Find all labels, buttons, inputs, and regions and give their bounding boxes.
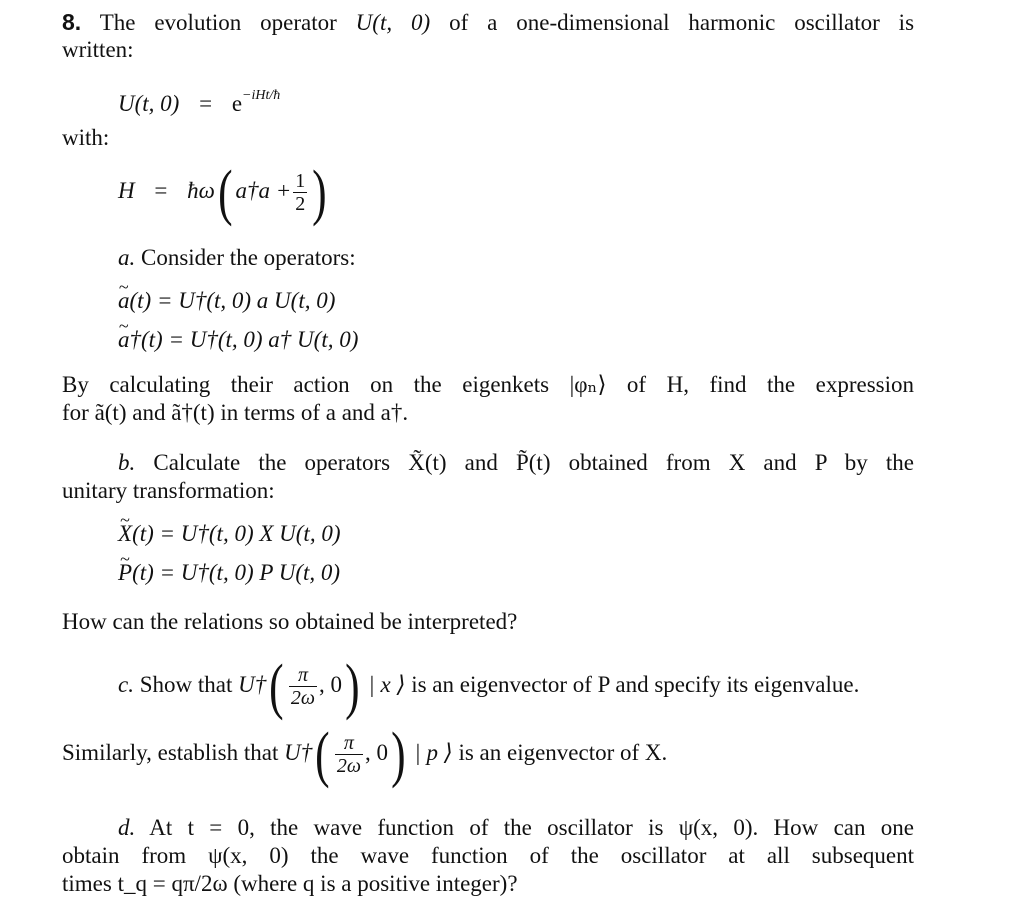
a-tilde-dagger-symbol: ~ a: [118, 326, 130, 354]
eq2-hbar-omega: ħω: [187, 177, 215, 203]
part-c-sim-post: is an eigenvector of X.: [458, 740, 668, 765]
intro-text-3: written:: [62, 37, 134, 62]
part-a-equation-1: [118, 287, 335, 315]
intro-text-2: of a one-dimensional harmonic oscillator is: [449, 10, 915, 35]
intro-operator: U(t, 0): [355, 10, 431, 35]
part-a-text: Consider the operators:: [141, 245, 356, 270]
equation-hamiltonian: H = ħω( a†a + $\frac{1}{2}$ ): [118, 158, 327, 227]
part-c-post: is an eigenvector of P and specify its eigenvalue.: [411, 672, 860, 697]
part-a-question-line-2: for ã(t) and ã†(t) in terms of a and a†.: [62, 400, 409, 425]
part-d-label: d.: [118, 815, 136, 840]
part-c-sim-operator: U†: [284, 740, 313, 765]
part-c-sim-pre: Similarly, establish that: [62, 740, 279, 765]
part-c-denominator: 2ω: [290, 687, 316, 710]
part-d-line-1: [118, 814, 914, 842]
part-b-question: How can the relations so obtained be interpreted?: [62, 609, 518, 634]
part-a-eq2-body: †(t) = U†(t, 0) a† U(t, 0): [129, 327, 359, 352]
part-b-eq1-body: (t) = U†(t, 0) X U(t, 0): [132, 521, 341, 546]
eq1-equals: =: [199, 91, 213, 116]
eq2-equals: =: [154, 177, 168, 203]
eq1-lhs: U(t, 0): [118, 91, 180, 116]
part-d-text-1: At t = 0, the wave function of the oscillator is ψ(x, 0). How can one: [149, 815, 914, 840]
eq2-lhs: H: [118, 177, 135, 203]
p-tilde-symbol: ~ P: [118, 559, 132, 587]
part-b-text: Calculate the operators X̃(t) and P̃(t) obtained from X and P by the: [153, 450, 915, 475]
part-d-line-2: obtain from ψ(x, 0) the wave function of the oscillator at all subsequent: [62, 843, 914, 868]
part-a-label: a.: [118, 245, 136, 270]
problem-intro-line: [62, 8, 914, 37]
part-b-line-2: unitary transformation:: [62, 478, 275, 503]
part-c-operator: U†: [238, 672, 267, 697]
eq1-exponent: −iHt/ħ: [242, 88, 281, 103]
part-d-line-3: times t_q = qπ/2ω (where q is a positive integer)?: [62, 871, 518, 896]
with-label: with:: [62, 125, 110, 150]
part-c-pre: Show that: [139, 672, 233, 697]
part-c-numerator: π: [289, 664, 317, 687]
eq2-numerator: 1: [295, 170, 306, 192]
part-c-ket-x: | x ⟩: [368, 672, 406, 697]
part-a-question-line-1: By calculating their action on the eigenkets |φₙ⟩ of H, find the expression: [62, 372, 914, 397]
a-tilde-symbol: ~ a: [118, 287, 130, 315]
part-b-equation-x: [118, 520, 340, 548]
eq1-base: e: [231, 91, 243, 116]
part-a-equation-2: [118, 326, 358, 354]
eq2-denominator: 2: [295, 193, 306, 215]
part-c-sim-denominator: 2ω: [336, 755, 361, 778]
part-b-eq2-body: (t) = U†(t, 0) P U(t, 0): [132, 560, 341, 585]
part-c-line-2: Similarly, establish that U†( $\frac{\pi}{2\omega}$ , 0) | p ⟩ is an eigenvector of X.: [62, 720, 668, 789]
part-c-sim-numerator: π: [335, 732, 363, 755]
equation-evolution-operator: [118, 82, 280, 118]
part-c-zero: , 0: [319, 672, 343, 697]
intro-text-1: The evolution operator: [99, 10, 337, 35]
part-a-intro: [118, 244, 356, 272]
problem-number: 8.: [62, 9, 82, 35]
part-b-line-1: [118, 449, 914, 477]
eq2-inner: a†a +: [235, 177, 292, 203]
part-c-sim-zero: , 0: [365, 740, 388, 765]
part-c-line-1: c. Show that U†( $\frac{\pi}{2\omega}$ , 0) | x ⟩ is an eigenvector of P and specify its eigenvalue.: [118, 652, 860, 721]
part-c-ket-p: | p ⟩: [414, 740, 453, 765]
part-b-label: b.: [118, 450, 136, 475]
x-tilde-symbol: ~ X: [118, 520, 132, 548]
part-b-equation-p: [118, 559, 340, 587]
part-a-eq1-body: (t) = U†(t, 0) a U(t, 0): [129, 288, 336, 313]
part-c-label: c.: [118, 672, 134, 697]
